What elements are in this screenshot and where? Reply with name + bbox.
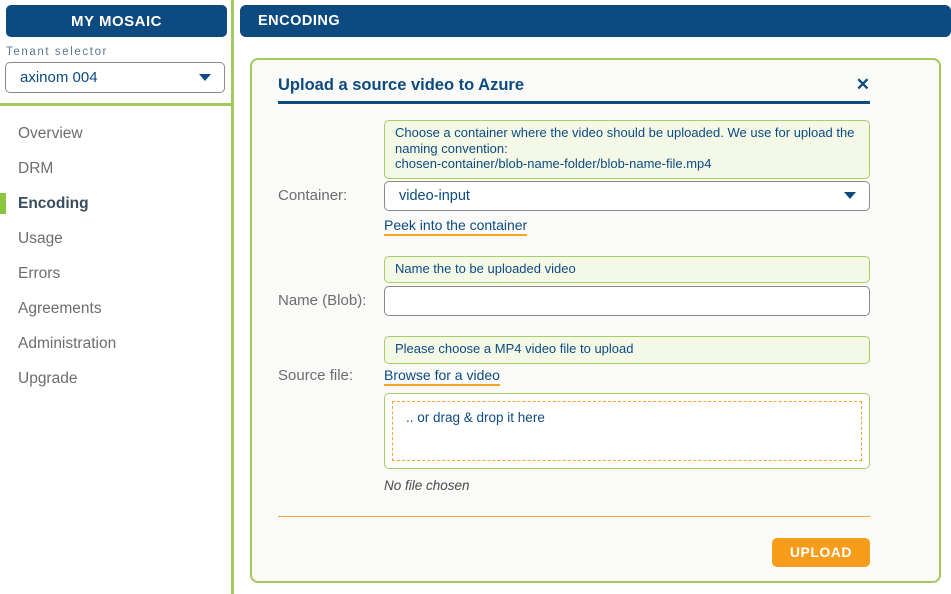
spacer	[278, 393, 384, 469]
panel-footer	[278, 538, 870, 567]
sidebar-item-encoding[interactable]: Encoding	[0, 186, 231, 221]
chevron-down-icon	[199, 74, 211, 81]
container-hint-text: Choose a container where the video should be uploaded. We use for upload the naming convention:	[395, 125, 855, 156]
sidebar-item-agreements[interactable]: Agreements	[18, 299, 102, 317]
source-file-hint: Please choose a MP4 video file to upload	[384, 336, 870, 364]
spacer	[278, 477, 384, 495]
tenant-selector-label: Tenant selector	[6, 46, 108, 58]
container-hint	[384, 120, 870, 179]
spacer	[278, 217, 384, 236]
sidebar-item-drm[interactable]: DRM	[18, 159, 54, 177]
upload-button[interactable]: UPLOAD	[772, 538, 870, 567]
container-select[interactable]	[384, 181, 870, 211]
container-select-value: video-input	[399, 187, 470, 204]
container-label: Container:	[278, 186, 348, 204]
name-hint: Name the to be uploaded video	[384, 256, 870, 284]
sidebar-item-usage[interactable]: Usage	[18, 229, 63, 247]
sidebar-item-administration[interactable]: Administration	[18, 334, 117, 352]
upload-panel	[250, 58, 941, 583]
close-icon[interactable]: ✕	[855, 75, 870, 94]
spacer	[278, 336, 384, 364]
tenant-select[interactable]	[5, 62, 225, 93]
file-status-text: No file chosen	[384, 477, 470, 493]
tenant-select-value: axinom 004	[20, 69, 98, 86]
chevron-down-icon	[844, 192, 856, 199]
panel-header	[278, 76, 870, 104]
peek-container-link[interactable]: Peek into the container	[384, 217, 527, 236]
source-file-label: Source file:	[278, 366, 354, 384]
sidebar-item-upgrade[interactable]: Upgrade	[18, 369, 78, 387]
browse-video-link[interactable]: Browse for a video	[384, 367, 500, 386]
panel-title: Upload a source video to Azure	[278, 76, 525, 94]
main-content	[234, 0, 951, 594]
brand-header[interactable]: MY MOSAIC	[6, 5, 227, 37]
spacer	[278, 256, 384, 284]
page-header: ENCODING	[240, 5, 951, 37]
name-blob-label: Name (Blob):	[278, 292, 367, 309]
drag-drop-zone[interactable]	[384, 393, 870, 469]
name-blob-input[interactable]	[384, 286, 870, 316]
footer-divider	[278, 516, 870, 517]
container-hint-convention: chosen-container/blob-name-folder/blob-name-file.mp4	[395, 156, 712, 171]
sidebar-item-overview[interactable]: Overview	[18, 124, 83, 142]
sidebar	[0, 0, 231, 594]
sidebar-nav	[0, 106, 231, 396]
sidebar-item-errors[interactable]: Errors	[18, 264, 61, 282]
spacer	[278, 120, 384, 179]
drag-drop-zone-text: .. or drag & drop it here	[392, 401, 862, 461]
